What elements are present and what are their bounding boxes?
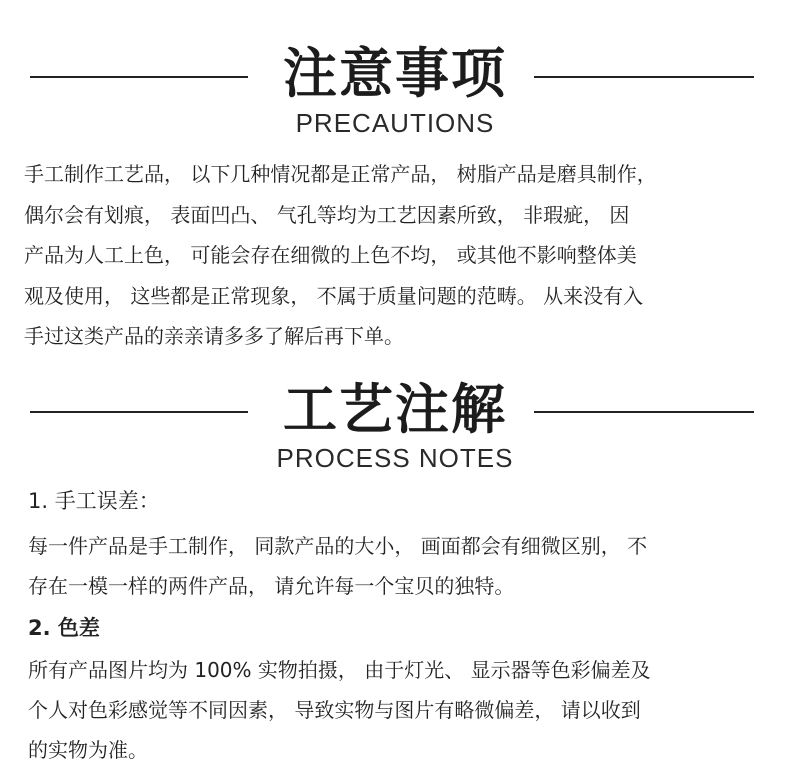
item-line: 的实物为准。 xyxy=(28,738,148,762)
precautions-line: 偶尔会有划痕， 表面凹凸、 气孔等均为工艺因素所致， 非瑕疵， 因 xyxy=(24,202,630,227)
item-line: 个人对色彩感觉等不同因素， 导致实物与图片有略微偏差， 请以收到 xyxy=(28,698,641,722)
item-heading-handmade-error: 1. 手工误差： xyxy=(28,489,160,513)
precautions-line: 产品为人工上色， 可能会存在细微的上色不均， 或其他不影响整体美 xyxy=(24,243,637,267)
item-heading-color-difference: 2. 色差 xyxy=(28,616,100,640)
item-body-color-difference xyxy=(28,650,768,770)
item-line: 所有产品图片均为 100% 实物拍摄， 由于灯光、 显示器等色彩偏差及 xyxy=(28,658,651,682)
precautions-line: 手过这类产品的亲亲请多多了解后再下单。 xyxy=(24,324,404,348)
process-notes-title: 工艺注解 xyxy=(283,378,507,441)
item-line: 存在一模一样的两件产品， 请允许每一个宝贝的独特。 xyxy=(28,574,515,598)
precautions-subtitle: PRECAUTIONS xyxy=(295,108,495,138)
precautions-text xyxy=(24,154,764,357)
precautions-line: 观及使用， 这些都是正常现象， 不属于质量问题的范畴。 从来没有入 xyxy=(24,283,644,308)
process-notes-subtitle: PROCESS NOTES xyxy=(276,443,514,473)
precautions-line: 手工制作工艺品， 以下几种情况都是正常产品， 树脂产品是磨具制作， xyxy=(24,162,657,186)
item-line: 每一件产品是手工制作， 同款产品的大小， 画面都会有细微区别， 不 xyxy=(28,534,648,558)
item-body-handmade-error xyxy=(28,526,768,606)
precautions-title: 注意事项 xyxy=(283,42,507,105)
